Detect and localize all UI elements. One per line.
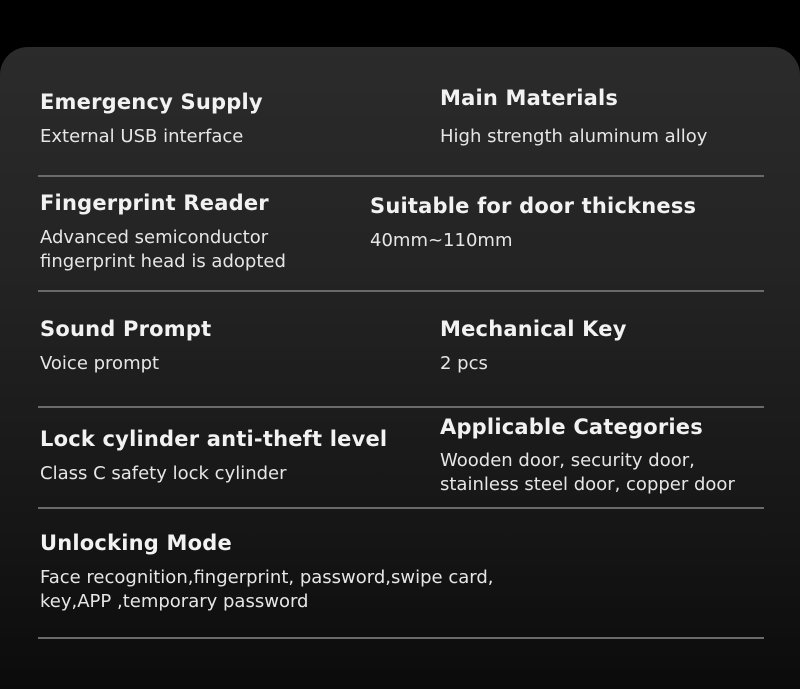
spec-value-line: 40mm~110mm — [370, 230, 513, 251]
spec-label: Mechanical Key — [440, 317, 627, 341]
spec-lock-cylinder-level — [40, 427, 387, 486]
spec-applicable-categories — [440, 415, 735, 497]
spec-value — [440, 125, 707, 149]
spec-label: Lock cylinder anti-theft level — [40, 427, 388, 451]
spec-unlocking-mode — [40, 531, 494, 614]
spec-value-line: External USB interface — [40, 126, 244, 147]
spec-value — [370, 229, 696, 253]
spec-value — [40, 226, 286, 274]
spec-main-materials — [440, 86, 707, 149]
row-divider — [38, 175, 764, 177]
spec-emergency-supply — [40, 90, 263, 149]
spec-value-line: Face recognition,fingerprint, password,swipe card, — [40, 567, 494, 588]
spec-label: Suitable for door thickness — [370, 194, 697, 218]
spec-label: Main Materials — [440, 86, 619, 110]
spec-value-line: Voice prompt — [40, 353, 160, 374]
spec-fingerprint-reader — [40, 191, 286, 274]
row-divider — [38, 406, 764, 408]
row-divider — [38, 637, 764, 639]
spec-mechanical-key — [440, 317, 627, 376]
spec-value-line: key,APP ,temporary password — [40, 591, 309, 612]
spec-value-line: stainless steel door, copper door — [440, 474, 735, 495]
spec-value-line: 2 pcs — [440, 353, 488, 374]
spec-value-line: fingerprint head is adopted — [40, 251, 286, 272]
spec-value-line: Advanced semiconductor — [40, 227, 269, 248]
spec-label: Applicable Categories — [440, 415, 703, 439]
spec-value — [40, 125, 263, 149]
spec-value-line: High strength aluminum alloy — [440, 126, 708, 147]
spec-value — [440, 449, 735, 497]
spec-label: Sound Prompt — [40, 317, 212, 341]
spec-value-line: Wooden door, security door, — [440, 450, 695, 471]
spec-value — [440, 352, 627, 376]
spec-door-thickness — [370, 194, 696, 253]
spec-label: Unlocking Mode — [40, 531, 232, 555]
row-divider — [38, 507, 764, 509]
spec-label: Emergency Supply — [40, 90, 263, 114]
spec-value — [40, 566, 494, 614]
row-divider — [38, 290, 764, 292]
spec-value-line: Class C safety lock cylinder — [40, 463, 287, 484]
spec-value — [40, 462, 387, 486]
spec-sound-prompt — [40, 317, 211, 376]
spec-label: Fingerprint Reader — [40, 191, 269, 215]
spec-value — [40, 352, 211, 376]
